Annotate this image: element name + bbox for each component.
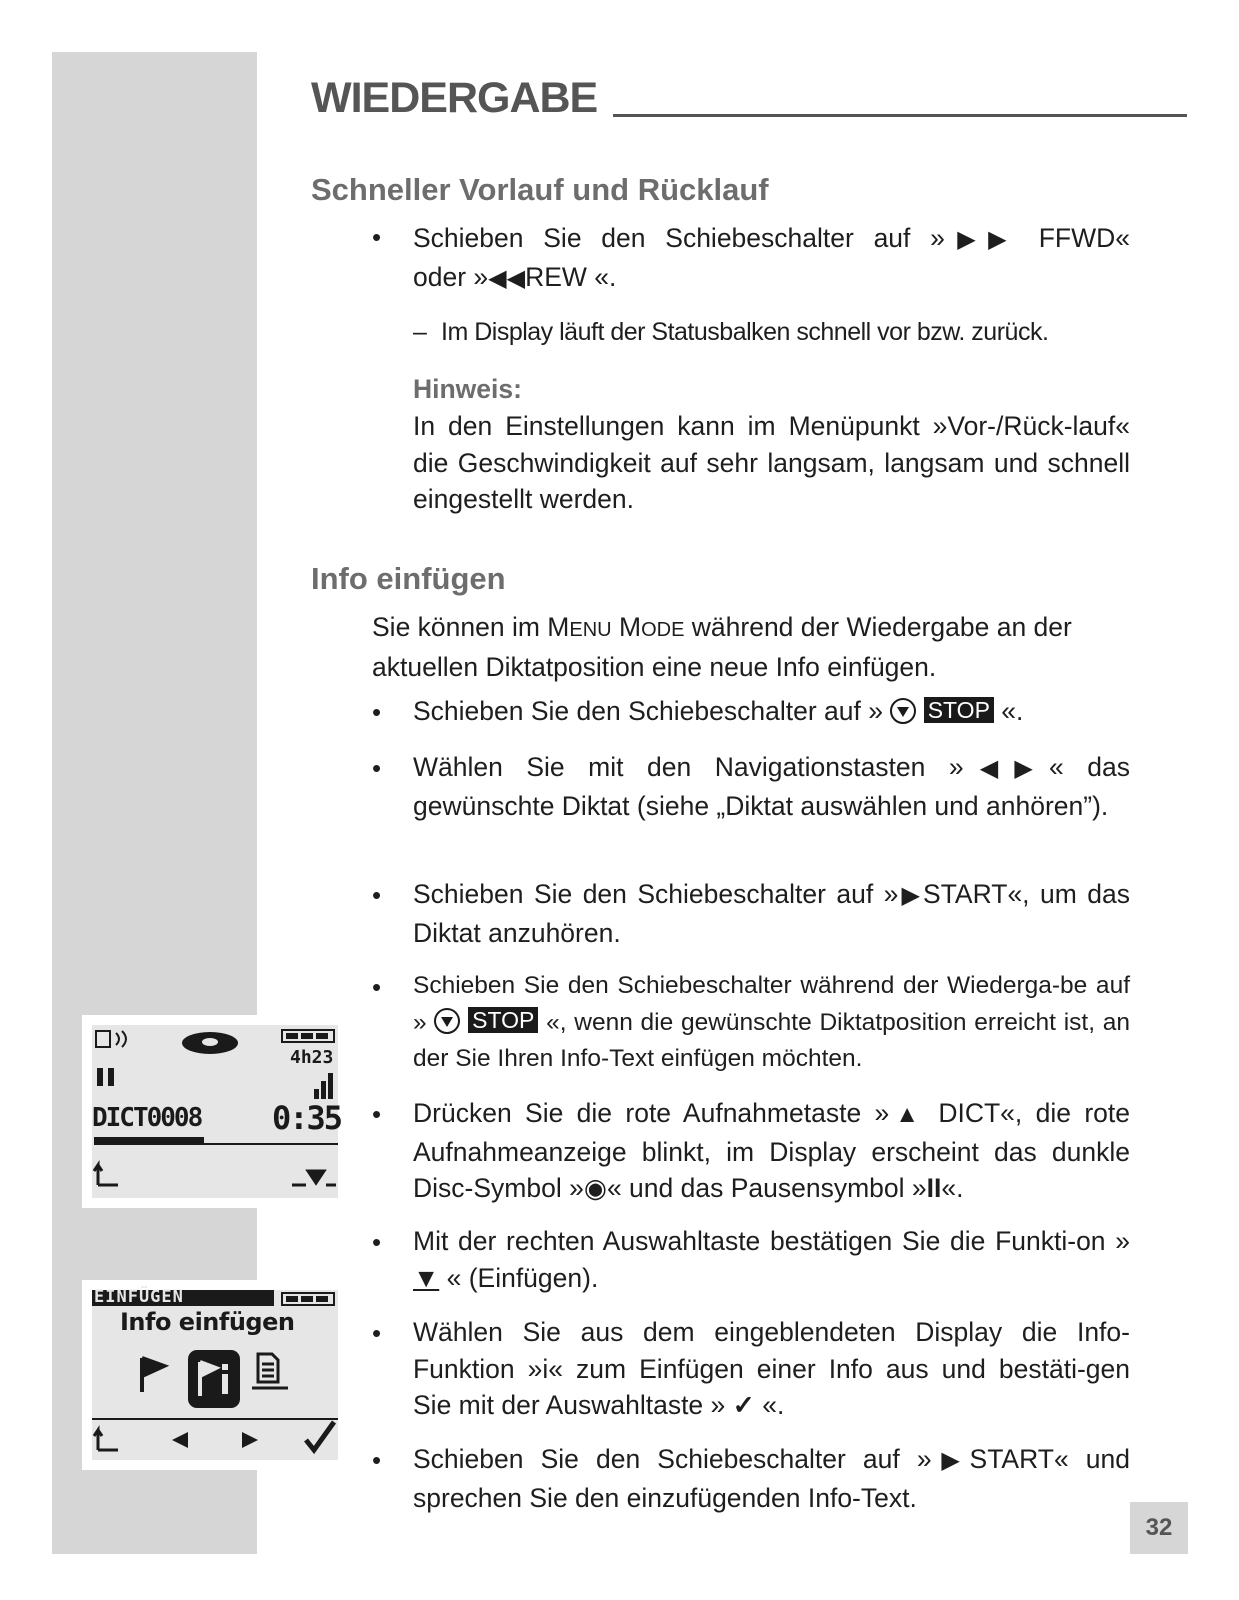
signal-icon (116, 1031, 126, 1047)
bullet-mark: • (372, 1318, 382, 1348)
bullet-insert: Mit der rechten Auswahltaste bestätigen Sie die Funkti-on » ▼ « (Einfügen). (413, 1226, 1130, 1293)
flag-icon (142, 1358, 164, 1392)
check-icon (306, 1422, 334, 1450)
bullet-mark: • (372, 697, 382, 727)
lcd-screen (92, 1287, 338, 1460)
back-icon (94, 1165, 118, 1185)
bullet-stop: Schieben Sie den Schiebeschalter auf » STOP «. (413, 696, 1024, 726)
lcd-time-left: 4h23 (290, 1047, 334, 1068)
bullet-mark: • (372, 1227, 382, 1257)
stop-label: STOP (468, 1007, 538, 1033)
page-title: WIEDERGABE (311, 74, 598, 122)
lcd-header: EINFÜGEN (94, 1287, 184, 1307)
lcd-title: Info einfügen (120, 1308, 295, 1336)
document-icon (252, 1354, 288, 1388)
hint-text: In den Einstellungen kann im Menüpunkt »Vor-/Rück-lauf« die Geschwindigkeit auf sehr langsam, langsam und schnell eingestellt werden. (413, 411, 1130, 514)
back-icon (94, 1430, 118, 1450)
play-icon: ▶ (931, 1447, 970, 1474)
insert-icon: ▼ (413, 1262, 440, 1293)
info-flag-icon: i (542, 1353, 549, 1384)
bullet-mark: • (372, 222, 382, 252)
check-icon: ✓ (732, 1390, 755, 1420)
progress-bar (94, 1137, 204, 1143)
insert-icon (292, 1171, 336, 1185)
page-number: 32 (1130, 1502, 1188, 1554)
intro-text: Sie können im MENU MODE während der Wiedergabe an der aktuellen Diktatposition eine neue Info einfügen. (372, 612, 1072, 682)
stop-label: STOP (924, 697, 994, 723)
lcd-playback-display (82, 1015, 348, 1208)
bullet-mark: • (372, 1445, 382, 1475)
bullet-navigate: Wählen Sie mit den Navigationstasten »◀▶« das gewünschte Diktat (siehe „Diktat auswählen und anhören”). (413, 752, 1131, 821)
lock-icon (96, 1031, 110, 1047)
lcd-insert-display (82, 1280, 348, 1470)
info-icon-selected (188, 1350, 240, 1408)
hint-title: Hinweis: (413, 374, 522, 404)
lcd-screen (92, 1025, 342, 1198)
record-icon: ▲ (889, 1101, 925, 1128)
bullet-start: Schieben Sie den Schiebeschalter auf »▶START«, um das Diktat anzuhören. (413, 879, 1130, 948)
ffwd-icon: ▶▶ (944, 226, 1019, 253)
bullet-stop-position: Schieben Sie den Schiebeschalter während der Wiederga-be auf » STOP «, wenn die gewünschte Diktatposition erreicht ist, an der Sie Ihren Info-Text einfügen möchten. (413, 972, 1131, 1072)
bullet-mark: • (372, 753, 382, 783)
left-right-icon: ◀▶ (963, 755, 1050, 782)
down-circle-icon (434, 1008, 460, 1034)
bullet-speak: Schieben Sie den Schiebeschalter auf »▶START« und sprechen Sie den einzufügenden Info-Text. (413, 1444, 1130, 1513)
right-icon (242, 1432, 258, 1448)
lcd-time: 0:35 (272, 1099, 342, 1137)
page-header (311, 74, 1187, 126)
rew-icon: ◀◀ (488, 264, 526, 292)
bullet-ffwd: Schieben Sie den Schiebeschalter auf »▶▶ FFWD« oder »◀◀REW «. (413, 223, 1130, 292)
level-icon (314, 1089, 319, 1099)
bullet-mark: • (372, 972, 382, 1002)
pause-icon: II (926, 1173, 942, 1203)
lcd-file-name: DICT0008 (92, 1103, 202, 1133)
bullet-dict: Drücken Sie die rote Aufnahmetaste »▲ DICT«, die rote Aufnahmeanzeige blinkt, im Display erscheint das dunkle Disc-Symbol »◉« und das Pausensymbol »II«. (413, 1098, 1130, 1203)
pause-icon (97, 1068, 103, 1086)
bullet-info-function: Wählen Sie aus dem eingeblendeten Display die Info-Funktion »i« zum Einfügen einer Info aus und bestäti-gen Sie mit der Auswahltaste » ✓ «. (413, 1317, 1131, 1420)
section-heading-fast-forward: Schneller Vorlauf und Rücklauf (311, 172, 769, 207)
disc-icon: ◉ (583, 1173, 607, 1203)
play-icon: ▶ (898, 882, 924, 909)
lcd-icons (92, 1290, 338, 1460)
title-rule (613, 114, 1187, 117)
bullet-mark: • (372, 1099, 382, 1129)
sub-note: Im Display läuft der Statusbalken schnell vor bzw. zurück. (441, 318, 1049, 346)
bullet-mark: • (372, 880, 382, 910)
dash-mark: – (413, 318, 427, 346)
section-heading-info: Info einfügen (311, 561, 506, 596)
left-icon (172, 1432, 188, 1448)
down-circle-icon (890, 698, 916, 724)
